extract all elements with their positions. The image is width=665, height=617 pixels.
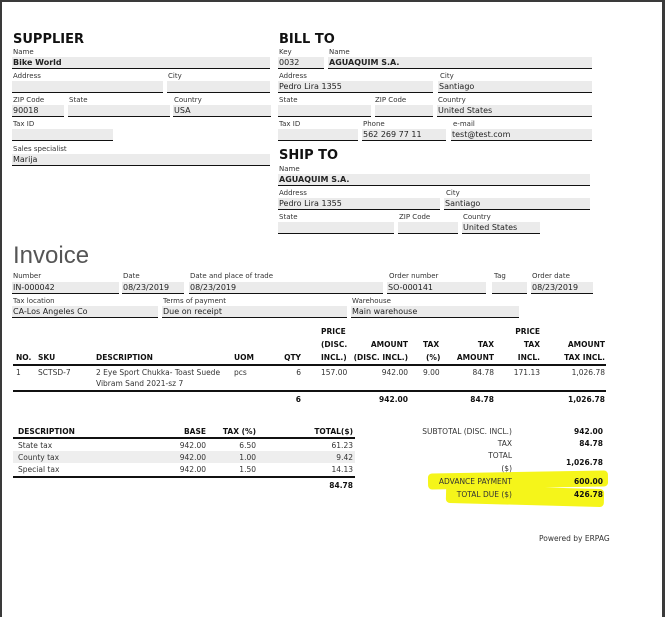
supplier-country-label: Country <box>174 96 202 104</box>
bill-to-email-label: e-mail <box>453 120 475 128</box>
total-label-line2: ($) <box>501 464 512 473</box>
invoice-order-date-field: 08/23/2019 <box>531 282 593 294</box>
tax-row-base: 942.00 <box>179 441 206 450</box>
ship-to-name-label: Name <box>279 165 300 173</box>
total-amount-tax-incl: 1,026.78 <box>567 395 605 404</box>
advance-payment-label: ADVANCE PAYMENT <box>438 477 512 486</box>
items-footer-rule <box>13 390 606 392</box>
invoice-order-date-label: Order date <box>532 272 570 280</box>
col-ati-line1: AMOUNT <box>567 340 605 349</box>
subtotal-label: SUBTOTAL (DISC. INCL.) <box>422 427 512 436</box>
bill-to-city-field: Santiago <box>438 81 592 93</box>
subtotal-value: 942.00 <box>574 427 603 436</box>
col-ati-line2: TAX INCL. <box>564 353 605 362</box>
row-description-line2: Vibram Sand 2021-sz 7 <box>96 379 184 388</box>
ship-to-address-field: Pedro Lira 1355 <box>278 198 440 210</box>
supplier-city-field <box>167 81 270 93</box>
ship-to-zip-label: ZIP Code <box>399 213 431 221</box>
supplier-address-field <box>12 81 163 93</box>
supplier-state-field <box>68 105 170 117</box>
advance-payment-value: 600.00 <box>574 477 603 486</box>
invoice-trade-label: Date and place of trade <box>190 272 274 280</box>
bill-to-phone-label: Phone <box>363 120 385 128</box>
supplier-name-field: Bike World <box>12 57 270 69</box>
ship-to-heading: SHIP TO <box>279 148 339 163</box>
invoice-title: Invoice <box>13 242 90 269</box>
tax-row-total: 14.13 <box>331 465 353 474</box>
total-tax-amount: 84.78 <box>470 395 494 404</box>
tax-row-description: State tax <box>18 441 53 450</box>
invoice-trade-field: 08/23/2019 <box>189 282 383 294</box>
row-amount-tax-incl: 1,026.78 <box>571 368 605 377</box>
col-sku: SKU <box>38 353 56 362</box>
invoice-order-field: SO-000141 <box>387 282 486 294</box>
tax-row-base: 942.00 <box>179 453 206 462</box>
bill-to-heading: BILL TO <box>279 32 335 47</box>
tax-col-total: TOTAL($) <box>314 427 353 436</box>
ship-to-state-label: State <box>279 213 298 221</box>
tax-row-description: Special tax <box>18 465 60 474</box>
total-due-value: 426.78 <box>574 490 603 499</box>
supplier-city-label: City <box>168 72 182 80</box>
bill-to-key-field: 0032 <box>278 57 324 69</box>
invoice-tag-label: Tag <box>494 272 506 280</box>
tax-row-tax: 1.00 <box>239 453 256 462</box>
bill-to-name-label: Name <box>329 48 350 56</box>
ship-to-name-field: AGUAQUIM S.A. <box>278 174 590 186</box>
supplier-name-label: Name <box>13 48 34 56</box>
row-tax-pct: 9.00 <box>423 368 440 377</box>
ship-to-city-field: Santiago <box>444 198 590 210</box>
row-tax-amount: 84.78 <box>472 368 494 377</box>
invoice-order-label: Order number <box>389 272 439 280</box>
tax-label: TAX <box>497 439 512 448</box>
ship-to-address-label: Address <box>279 189 307 197</box>
col-price-line2: (DISC. <box>321 340 348 349</box>
terms-label: Terms of payment <box>163 297 226 305</box>
row-sku: SCTSD-7 <box>38 368 71 377</box>
bill-to-zip-field <box>375 105 433 117</box>
col-qty: QTY <box>284 353 301 362</box>
tax-col-description: DESCRIPTION <box>18 427 75 436</box>
invoice-tag-field <box>492 282 527 294</box>
row-price: 157.00 <box>321 368 348 377</box>
tax-table-total: 84.78 <box>329 481 353 490</box>
bill-to-name-field: AGUAQUIM S.A. <box>328 57 592 69</box>
supplier-sales-field: Marija <box>12 154 270 166</box>
row-price-tax-incl: 171.13 <box>513 368 540 377</box>
tax-col-base: BASE <box>183 427 206 436</box>
tax-row-total: 9.42 <box>336 453 353 462</box>
bill-to-address-label: Address <box>279 72 307 80</box>
ship-to-zip-field <box>398 222 458 234</box>
bill-to-state-field <box>278 105 371 117</box>
bill-to-taxid-label: Tax ID <box>279 120 301 128</box>
invoice-date-field: 08/23/2019 <box>122 282 184 294</box>
row-uom: pcs <box>234 368 247 377</box>
tax-header-rule <box>13 437 355 439</box>
tax-row-total: 61.23 <box>331 441 353 450</box>
col-price-line3: INCL.) <box>321 353 347 362</box>
bill-to-taxid-field <box>278 129 358 141</box>
bill-to-phone-field: 562 269 77 11 <box>362 129 446 141</box>
col-pti-line2: TAX <box>523 340 540 349</box>
bill-to-address-field: Pedro Lira 1355 <box>278 81 433 93</box>
supplier-heading: SUPPLIER <box>13 32 84 47</box>
terms-field: Due on receipt <box>162 306 347 318</box>
col-pti-line1: PRICE <box>515 327 540 336</box>
total-label-line1: TOTAL <box>488 451 512 460</box>
tax-row-description: County tax <box>18 453 60 462</box>
supplier-sales-label: Sales specialist <box>13 145 67 153</box>
col-tax-line2: (%) <box>426 353 441 362</box>
warehouse-label: Warehouse <box>352 297 391 305</box>
tax-row-tax: 1.50 <box>239 465 256 474</box>
col-amount-line1: AMOUNT <box>370 340 408 349</box>
invoice-number-label: Number <box>13 272 42 280</box>
bill-to-key-label: Key <box>279 48 292 56</box>
col-no: NO. <box>16 353 32 362</box>
row-amount: 942.00 <box>381 368 408 377</box>
supplier-taxid-field <box>12 129 113 141</box>
col-taxamt-line2: AMOUNT <box>456 353 494 362</box>
supplier-zip-label: ZIP Code <box>13 96 45 104</box>
col-taxamt-line1: TAX <box>477 340 494 349</box>
tax-row-base: 942.00 <box>179 465 206 474</box>
supplier-country-field: USA <box>173 105 271 117</box>
invoice-date-label: Date <box>123 272 140 280</box>
supplier-taxid-label: Tax ID <box>13 120 35 128</box>
col-amount-line2: (DISC. INCL.) <box>353 353 408 362</box>
row-description-line1: 2 Eye Sport Chukka- Toast Suede <box>96 368 221 377</box>
warehouse-field: Main warehouse <box>351 306 519 318</box>
bill-to-country-field: United States <box>437 105 592 117</box>
col-price-line1: PRICE <box>321 327 346 336</box>
tax-location-field: CA-Los Angeles Co <box>12 306 158 318</box>
bill-to-country-label: Country <box>438 96 466 104</box>
ship-to-country-field: United States <box>462 222 540 234</box>
tax-location-label: Tax location <box>13 297 55 305</box>
ship-to-city-label: City <box>446 189 460 197</box>
bill-to-email-field: test@test.com <box>451 129 592 141</box>
col-description: DESCRIPTION <box>96 353 153 362</box>
row-qty: 6 <box>296 368 301 377</box>
col-tax-line1: TAX <box>423 340 440 349</box>
bill-to-state-label: State <box>279 96 298 104</box>
bill-to-zip-label: ZIP Code <box>375 96 407 104</box>
items-header-rule <box>13 364 606 366</box>
powered-by: Powered by ERPAG <box>539 534 610 543</box>
total-amount: 942.00 <box>379 395 408 404</box>
col-pti-line3: INCL. <box>517 353 540 362</box>
total-value: 1,026.78 <box>565 458 603 467</box>
ship-to-country-label: Country <box>463 213 491 221</box>
tax-row-tax: 6.50 <box>239 441 256 450</box>
col-uom: UOM <box>234 353 254 362</box>
bill-to-city-label: City <box>440 72 454 80</box>
invoice-number-field: IN-000042 <box>12 282 119 294</box>
row-no: 1 <box>16 368 21 377</box>
total-due-label: TOTAL DUE ($) <box>456 490 512 499</box>
ship-to-state-field <box>278 222 394 234</box>
supplier-state-label: State <box>69 96 88 104</box>
supplier-zip-field: 90018 <box>12 105 64 117</box>
total-qty: 6 <box>295 395 301 404</box>
supplier-address-label: Address <box>13 72 41 80</box>
tax-value: 84.78 <box>579 439 603 448</box>
tax-col-tax: TAX (%) <box>222 427 256 436</box>
tax-footer-rule <box>13 476 355 478</box>
